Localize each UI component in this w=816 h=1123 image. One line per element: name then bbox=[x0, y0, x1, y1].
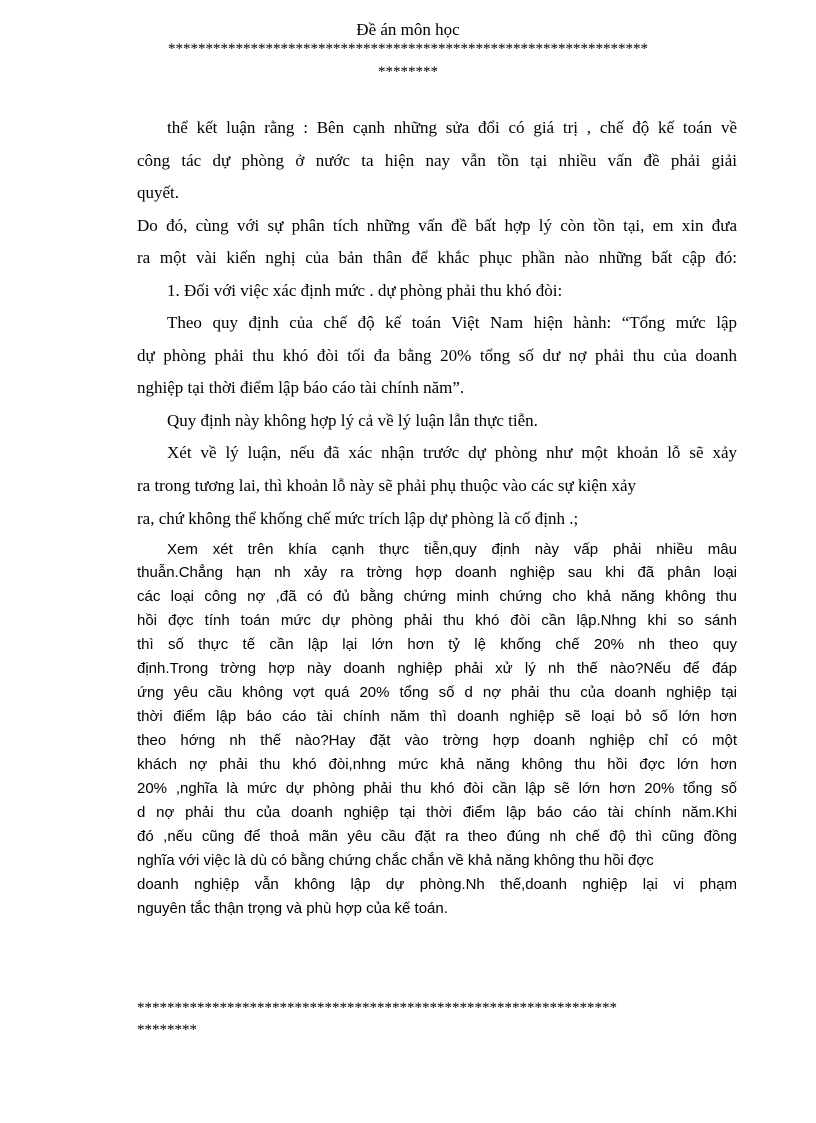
body-line: nguyên tắc thận trọng và phù hợp của kế toán. bbox=[137, 900, 448, 917]
body-line: thể kết luận rằng : Bên cạnh những sửa đổi có giá trị , chế độ kế toán về bbox=[167, 118, 737, 137]
body-line: định.Trong trờng hợp này doanh nghiệp phải xử lý nh thế nào?Nếu để đáp bbox=[137, 660, 737, 677]
body-line: quyết. bbox=[137, 183, 180, 202]
body-line: nghiệp tại thời điểm lập báo cáo tài chính năm”. bbox=[137, 378, 465, 397]
body-line: các loại công nợ ,đã có đủ bằng chứng minh chứng cho khả năng không thu bbox=[137, 588, 737, 605]
body-line: ra trong tương lai, thì khoản lỗ này sẽ phải phụ thuộc vào các sự kiện xảy bbox=[137, 476, 637, 495]
body-line: Theo quy định của chế độ kế toán Việt Nam hiện hành: “Tổng mức lập bbox=[167, 313, 737, 332]
body-line: khách nợ phải thu khó đòi,nhng mức khả năng không thu hồi đợc lớn hơn bbox=[137, 756, 737, 773]
body-line: theo hớng nh thế nào?Hay đặt vào trờng hợp doanh nghiệp chỉ có một bbox=[137, 732, 737, 749]
body-line: hồi đợc tính toán mức dự phòng phải thu khó đòi cần lập.Nhng khi so sánh bbox=[137, 612, 737, 629]
body-line: thời điểm lập báo cáo tài chính năm thì doanh nghiệp sẽ loại bỏ số lớn hơn bbox=[137, 708, 737, 725]
body-line: Do đó, cùng với sự phân tích những vấn đề bất hợp lý còn tồn tại, em xin đưa bbox=[137, 216, 737, 235]
body-line: thì số thực tế cần lập lại lớn hơn tỷ lệ khống chế 20% nh theo quy bbox=[137, 636, 737, 653]
footer-separator-line-2: ******** bbox=[137, 1022, 197, 1038]
body-line: công tác dự phòng ở nước ta hiện nay vẫn tồn tại nhiều vấn đề phải giải bbox=[137, 151, 737, 170]
body-line: ra một vài kiến nghị của bản thân để khắc phục phần nào những bất cập đó: bbox=[137, 248, 737, 267]
body-line: đó ,nếu cũng để thoả mãn yêu cầu đặt ra theo đúng nh chế độ thì cũng đồng bbox=[137, 828, 737, 845]
body-line: doanh nghiệp vẫn không lập dự phòng.Nh thế,doanh nghiệp lại vi phạm bbox=[137, 876, 737, 893]
body-line: nghĩa với việc là dù có bằng chứng chắc chắn về khả năng không thu hồi đợc bbox=[137, 852, 654, 869]
body-line: Quy định này không hợp lý cả về lý luận lẫn thực tiễn. bbox=[167, 411, 538, 430]
header-separator-line-1: **************************************************************** bbox=[168, 41, 648, 57]
body-line: ứng yêu cầu không vợt quá 20% tổng số d nợ phải thu của doanh nghiệp tại bbox=[137, 684, 737, 701]
page-header-title: Đề án môn học bbox=[356, 20, 460, 39]
body-line: ra, chứ không thể khống chế mức trích lập dự phòng là cố định .; bbox=[137, 509, 579, 528]
body-line: dự phòng phải thu khó đòi tối đa bằng 20% tổng số dư nợ phải thu của doanh bbox=[137, 346, 737, 365]
body-line: 1. Đối với việc xác định mức . dự phòng phải thu khó đòi: bbox=[167, 281, 563, 300]
body-line: Xem xét trên khía cạnh thực tiễn,quy định này vấp phải nhiều mâu bbox=[167, 541, 737, 558]
body-line: thuẫn.Chẳng hạn nh xảy ra trờng hợp doanh nghiệp sau khi đã phân loại bbox=[137, 564, 737, 581]
footer-separator-line-1: **************************************************************** bbox=[137, 1000, 617, 1016]
body-line: Xét về lý luận, nếu đã xác nhận trước dự phòng như một khoản lỗ sẽ xảy bbox=[167, 443, 737, 462]
body-line: d nợ phải thu của doanh nghiệp tại thời điểm lập báo cáo tài chính năm.Khi bbox=[137, 804, 737, 821]
body-line: 20% ,nghĩa là mức dự phòng phải thu khó đòi cần lập sẽ lớn hơn 20% tổng số bbox=[137, 780, 737, 797]
header-separator-line-2: ******** bbox=[378, 64, 438, 80]
